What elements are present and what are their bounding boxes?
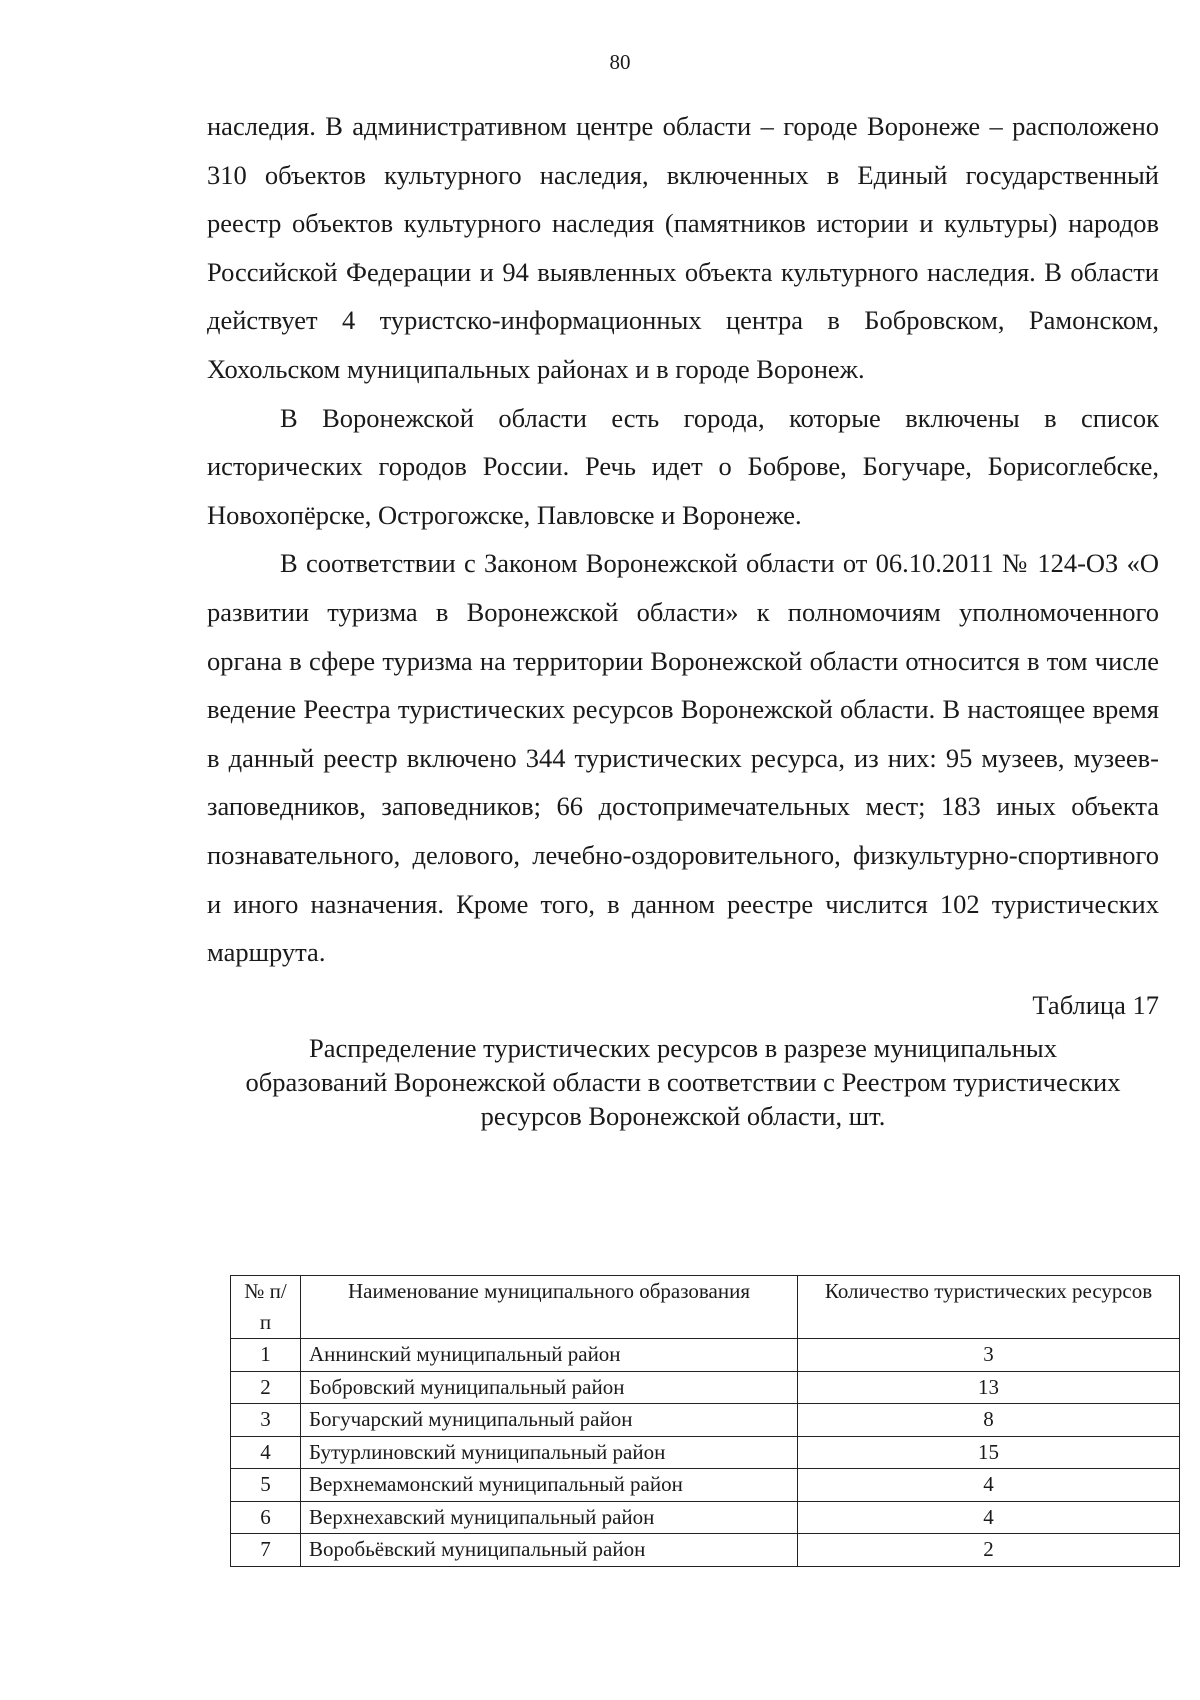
table-header-row [231, 1276, 1180, 1339]
paragraph-2: В Воронежской области есть города, которые включены в список исторических городов России. Речь идет о Боброве, Богучаре, Борисоглебске, Новохопёрске, Острогожске, Павловске и Воронеже. [207, 402, 1159, 530]
row-count: 8 [798, 1404, 1180, 1437]
row-name: Аннинский муниципальный район [301, 1339, 798, 1372]
header-name: Наименование муниципального образования [301, 1276, 798, 1339]
resources-table [230, 1275, 1180, 1567]
row-number: 6 [231, 1501, 301, 1534]
table-caption-line-2: образований Воронежской области в соответствии с Реестром туристических [245, 1066, 1121, 1097]
row-count: 13 [798, 1371, 1180, 1404]
row-number: 7 [231, 1534, 301, 1567]
table-row [231, 1469, 1180, 1502]
row-count: 15 [798, 1436, 1180, 1469]
row-count: 4 [798, 1501, 1180, 1534]
paragraph-1: наследия. В административном центре области – городе Воронеже – расположено 310 объектов культурного наследия, включенных в Единый государственный реестр объектов культурного наследия (памятников истории и культуры) народов Российской Федерации и 94 выявленных объекта культурного наследия. В области действует 4 туристско-информационных центра в Бобровском, Рамонском, Хохольском муниципальных районах и в городе Воронеж. [207, 111, 1159, 384]
row-name: Богучарский муниципальный район [301, 1404, 798, 1437]
row-number: 3 [231, 1404, 301, 1437]
row-count: 3 [798, 1339, 1180, 1372]
header-number: № п/п [231, 1276, 301, 1339]
row-number: 2 [231, 1371, 301, 1404]
table-row [231, 1501, 1180, 1534]
table-row [231, 1534, 1180, 1567]
document-body [207, 102, 1159, 1133]
header-count: Количество туристических ресурсов [798, 1276, 1180, 1339]
row-number: 5 [231, 1469, 301, 1502]
table-row [231, 1404, 1180, 1437]
table-caption [207, 1031, 1159, 1133]
row-name: Верхнехавский муниципальный район [301, 1501, 798, 1534]
row-number: 1 [231, 1339, 301, 1372]
table-caption-line-3: ресурсов Воронежской области, шт. [480, 1100, 886, 1131]
table-caption-line-1: Распределение туристических ресурсов в разрезе муниципальных [309, 1032, 1057, 1063]
row-name: Воробьёвский муниципальный район [301, 1534, 798, 1567]
table-label: Таблица 17 [1032, 989, 1159, 1020]
row-name: Верхнемамонский муниципальный район [301, 1469, 798, 1502]
row-count: 4 [798, 1469, 1180, 1502]
row-name: Бобровский муниципальный район [301, 1371, 798, 1404]
row-number: 4 [231, 1436, 301, 1469]
page-number: 80 [609, 50, 631, 74]
table-row [231, 1339, 1180, 1372]
paragraph-3: В соответствии с Законом Воронежской области от 06.10.2011 № 124-ОЗ «О развитии туризма в Воронежской области» к полномочиям уполномоченного органа в сфере туризма на территории Воронежской области относится в том числе ведение Реестра туристических ресурсов Воронежской области. В настоящее время в данный реестр включено 344 туристических ресурса, из них: 95 музеев, музеев-заповедников, заповедников; 66 достопримечательных мест; 183 иных объекта познавательного, делового, лечебно-оздоровительного, физкультурно-спортивного и иного назначения. Кроме того, в данном реестре числится 102 туристических маршрута. [207, 548, 1159, 968]
row-count: 2 [798, 1534, 1180, 1567]
table-row [231, 1436, 1180, 1469]
row-name: Бутурлиновский муниципальный район [301, 1436, 798, 1469]
table-row [231, 1371, 1180, 1404]
